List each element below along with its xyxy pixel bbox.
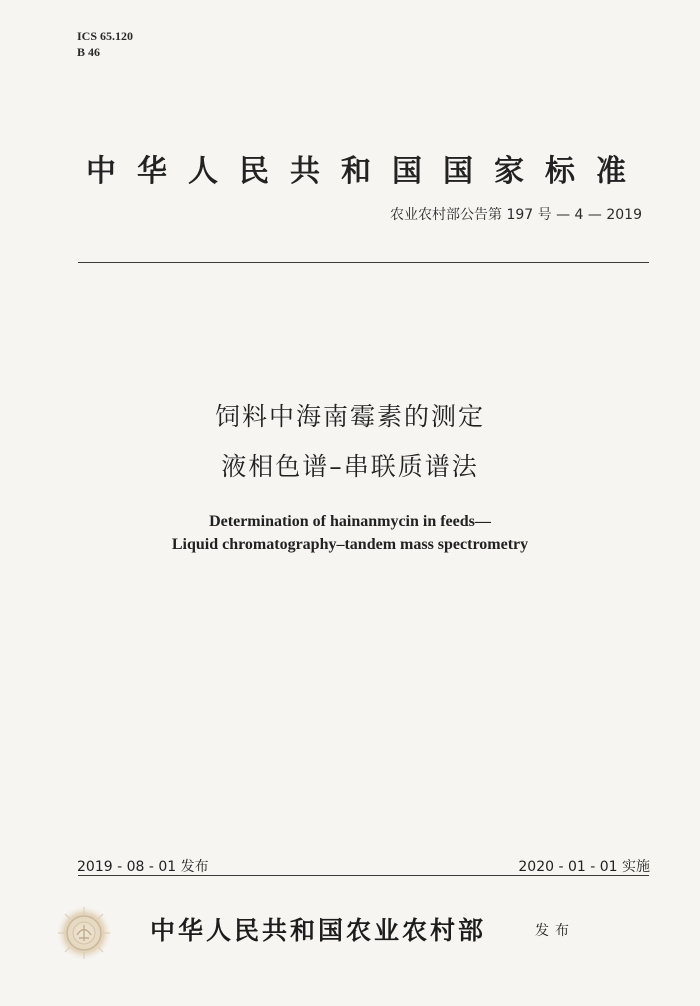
document-title-zh-line2: 液相色谱–串联质谱法 (221, 452, 479, 481)
national-emblem-icon (55, 904, 113, 962)
bottom-divider (78, 875, 649, 876)
standard-type-title: 中华人民共和国国家标准 (86, 154, 647, 189)
standard-number: 农业农村部公告第 197 号 — 4 — 2019 (390, 207, 642, 223)
document-title-zh-line1: 饲料中海南霉素的测定 (214, 402, 485, 431)
top-divider (78, 262, 649, 263)
document-title-en-line2: Liquid chromatography–tandem mass spectrometry (171, 536, 529, 553)
implementation-date: 2020 - 01 - 01 实施 (518, 859, 650, 875)
document-title-en-line1: Determination of hainanmycin in feeds— (209, 513, 491, 530)
ccs-code: B 46 (77, 45, 101, 59)
issue-date: 2019 - 08 - 01 发布 (77, 859, 209, 875)
classification-codes (77, 28, 133, 60)
publish-label: 发布 (535, 923, 575, 939)
issuing-authority: 中华人民共和国农业农村部 (150, 916, 487, 945)
ics-code: ICS 65.120 (77, 29, 134, 43)
